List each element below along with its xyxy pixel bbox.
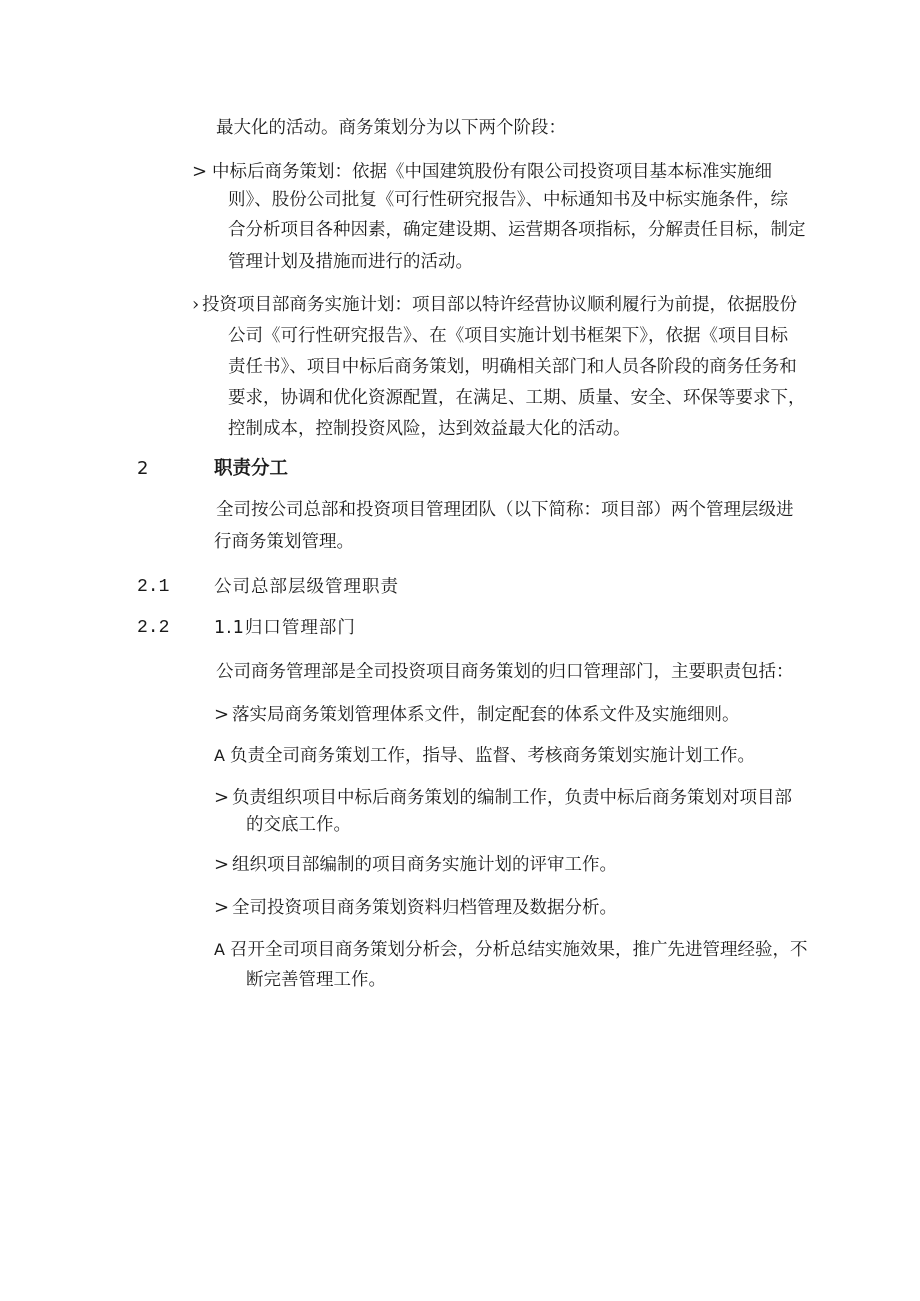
section21-number: 2.1 [137,577,170,597]
section21-title: 公司总部层级管理职责 [214,577,399,597]
stage2-line-1: 投资项目部商务实施计划：项目部以特许经营协议顺利履行为前提，依据股份 [202,295,797,315]
section2-para-line-2: 行商务策划管理。 [214,532,354,552]
duty-item-2-marker: A [214,746,225,765]
section2-para-line-1: 全司按公司总部和投资项目管理团队（以下简称：项目部）两个管理层级进 [216,500,794,520]
duty-item-4-line-1: 组织项目部编制的项目商务实施计划的评审工作。 [232,855,617,875]
duty-item-3-line-1: 负责组织项目中标后商务策划的编制工作，负责中标后商务策划对项目部 [232,788,792,808]
duty-item-5-line-1: 全司投资项目商务策划资料归档管理及数据分析。 [232,898,617,918]
duty-item-3-line-2: 的交底工作。 [246,815,351,835]
duty-item-2-line-1: 负责全司商务策划工作，指导、监督、考核商务策划实施计划工作。 [230,746,755,766]
section2-title: 职责分工 [214,458,289,479]
stage2-line-2: 公司《可行性研究报告》、在《项目实施计划书框架下》，依据《项目目标 [228,326,788,346]
intro-tail-line: 最大化的活动。商务策划分为以下两个阶段： [216,118,566,138]
stage2-marker: › [192,294,200,315]
stage1-line-2: 则》、股份公司批复《可行性研究报告》、中标通知书及中标实施条件，综 [228,190,788,210]
stage2-line-5: 控制成本，控制投资风险，达到效益最大化的活动。 [228,419,631,439]
duty-item-3-marker: > [214,787,230,808]
duty-item-6-marker: A [214,940,225,959]
section22-number: 2.2 [137,618,170,638]
section22-title: 1.1归口管理部门 [214,618,356,638]
duty-item-1-marker: > [214,704,230,725]
stage1-marker: > [192,161,208,182]
stage1-line-4: 管理计划及措施而进行的活动。 [228,252,473,272]
duty-item-6-line-2: 断完善管理工作。 [246,970,386,990]
stage2-line-4: 要求，协调和优化资源配置，在满足、工期、质量、安全、环保等要求下， [228,388,806,408]
stage1-line-1: 中标后商务策划：依据《中国建筑股份有限公司投资项目基本标准实施细 [212,162,772,182]
stage1-line-3: 合分析项目各种因素，确定建设期、运营期各项指标，分解责任目标，制定 [228,220,806,240]
duty-item-6-line-1: 召开全司项目商务策划分析会，分析总结实施效果，推广先进管理经验，不 [230,940,808,960]
stage2-line-3: 责任书》、项目中标后商务策划，明确相关部门和人员各阶段的商务任务和 [228,357,797,377]
section2-number: 2 [137,458,149,479]
duty-item-4-marker: > [214,854,230,875]
duty-item-5-marker: > [214,897,230,918]
section22-intro: 公司商务管理部是全司投资项目商务策划的归口管理部门，主要职责包括： [216,662,794,682]
duty-item-1-line-1: 落实局商务策划管理体系文件，制定配套的体系文件及实施细则。 [232,705,740,725]
